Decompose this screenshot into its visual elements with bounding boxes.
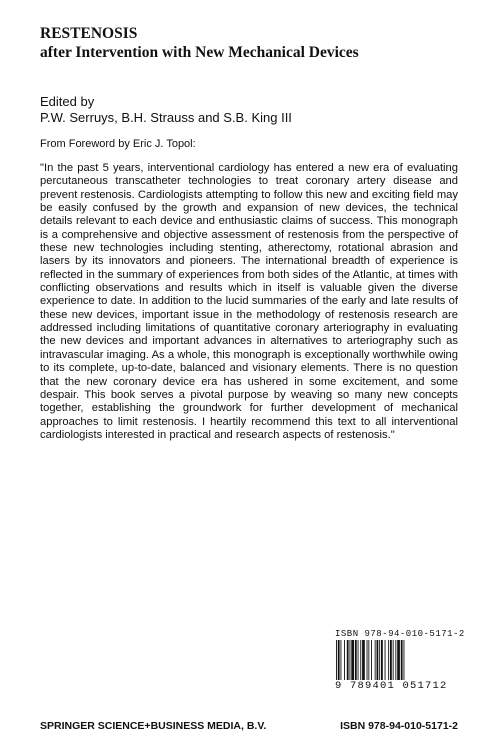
barcode-bar: [393, 640, 394, 680]
barcode-bar: [358, 640, 359, 680]
barcode-bar: [336, 640, 337, 680]
barcode-bar: [368, 640, 369, 680]
footer-isbn: ISBN 978-94-010-5171-2: [340, 720, 458, 732]
publisher-name: SPRINGER SCIENCE+BUSINESS MEDIA, B.V.: [40, 720, 267, 732]
barcode-bar: [350, 640, 351, 680]
barcode-bar: [404, 640, 405, 680]
barcode-bar: [390, 640, 392, 680]
barcode-bar: [355, 640, 357, 680]
edited-by-label: Edited by: [40, 94, 95, 109]
foreword-quote: "In the past 5 years, interventional cardiology has entered a new era of evaluating percutaneous transcatheter technologies to treat coronary artery disease and prevent restenosis. Cardiologists attempting to follow this new and exciting field may be easily confused by the growth and expansion of new devices, the technical details relevant to each device and enthusiastic claims of success. This monograph is a comprehensive and objective assessment of restenosis from the perspective of these new technologies including stenting, atherectomy, rotational abrasion and lasers by its innovators and pioneers. The international breadth of experience is reflected in the summary of experiences from both sides of the Atlantic, at times with conflicting observations and results which in itself is valuable given the diverse experience to date. In addition to the lucid summaries of the early and late results of these new devices, important issue in the methodology of restenosis research are addressed including limitations of quantitative coronary arteriography in evaluating the new devices and important advances in alternatives to arteriography such as intravascular imaging. As a whole, this monograph is exceptionally worthwhile owing to its complete, up-to-date, balanced and visionary elements. There is no question that the new coronary device era has ushered in some excitement, and some despair. This book serves a pivotal purpose by weaving so many new concepts together, establishing the groundwork for further development of mechanical approaches to limit restenosis. I heartily recommend this text to all interventional cardiologists interested in practical and research aspects of restenosis.": [40, 162, 458, 441]
barcode-bar: [351, 640, 354, 680]
barcode-bar: [344, 640, 345, 680]
barcode-bar: [381, 640, 383, 680]
barcode-icon: [335, 640, 457, 680]
barcode-bar: [377, 640, 379, 680]
barcode-bar: [347, 640, 349, 680]
title-block: [40, 24, 359, 62]
barcode-bar: [341, 640, 342, 680]
barcode-bar: [388, 640, 389, 680]
barcode-bar: [401, 640, 403, 680]
footer: [40, 720, 458, 732]
book-title: RESTENOSIS: [40, 25, 138, 42]
barcode-digits: 9 789401 051712: [335, 680, 448, 692]
barcode-bar: [397, 640, 400, 680]
barcode-bar: [379, 640, 380, 680]
barcode-bar: [338, 640, 340, 680]
barcode-isbn-label: ISBN 978-94-010-5171-2: [335, 629, 465, 639]
barcode-bar: [375, 640, 376, 680]
barcode-bar: [360, 640, 361, 680]
barcode-bar: [371, 640, 372, 680]
foreword-attribution: From Foreword by Eric J. Topol:: [40, 138, 196, 150]
barcode-bar: [385, 640, 386, 680]
book-subtitle: after Intervention with New Mechanical Devices: [40, 44, 359, 61]
barcode-bar: [367, 640, 368, 680]
barcode-bar: [362, 640, 365, 680]
barcode-block: [335, 629, 465, 692]
editors-block: [40, 94, 292, 126]
barcode-bar: [395, 640, 396, 680]
editor-names: P.W. Serruys, B.H. Strauss and S.B. King III: [40, 110, 292, 125]
